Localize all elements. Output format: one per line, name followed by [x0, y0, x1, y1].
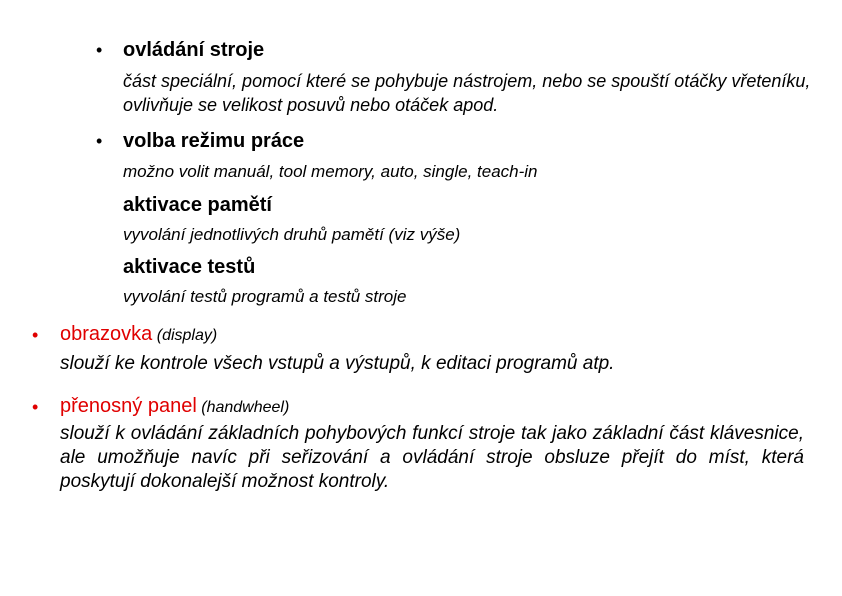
description-prenosny-panel: slouží k ovládání základních pohybových funkcí stroje tak jako základní část klávesnice, ale umožňuje navíc při seřizování a ovládání stroje obsluze přejít do míst, která poskytují dokonalejší možnost kontroly.	[60, 423, 804, 492]
heading-volba-rezimu: volba režimu práce	[123, 130, 305, 152]
description-aktivace-pameti: vyvolání jednotlivých druhů pamětí (viz výše)	[123, 225, 461, 244]
heading-obrazovka: obrazovka	[60, 323, 153, 345]
bullet-volba-rezimu: •	[96, 131, 103, 151]
note-display: (display)	[156, 327, 218, 344]
description-ovladani-stroje: část speciální, pomocí které se pohybuje nástrojem, nebo se spouští otáčky vřeteníku, ovlivňuje se velikost posuvů nebo otáček apod.	[123, 71, 811, 115]
bullet-obrazovka: •	[32, 325, 39, 345]
description-volba-rezimu: možno volit manuál, tool memory, auto, single, teach-in	[123, 162, 538, 181]
heading-aktivace-testu: aktivace testů	[123, 256, 256, 278]
section-title-prenosny-panel	[60, 395, 289, 418]
section-title-obrazovka	[60, 323, 217, 346]
description-aktivace-testu: vyvolání testů programů a testů stroje	[123, 287, 407, 306]
note-handwheel: (handwheel)	[201, 399, 290, 416]
bullet-prenosny-panel: •	[32, 397, 39, 417]
heading-ovladani-stroje: ovládání stroje	[123, 39, 265, 61]
bullet-ovladani-stroje: •	[96, 40, 103, 60]
description-obrazovka: slouží ke kontrole všech vstupů a výstupů, k editaci programů atp.	[60, 353, 615, 374]
heading-aktivace-pameti: aktivace pamětí	[123, 194, 272, 216]
heading-prenosny-panel: přenosný panel	[60, 395, 197, 417]
